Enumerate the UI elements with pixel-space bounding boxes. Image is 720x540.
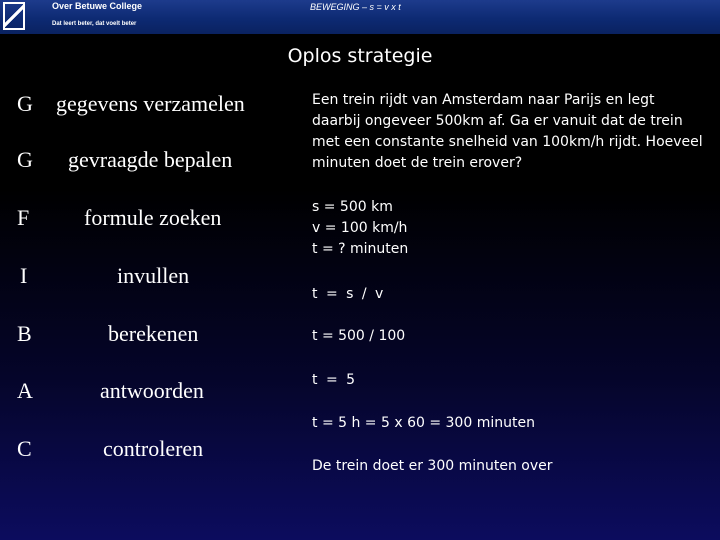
header-banner xyxy=(0,0,720,34)
step-label: invullen xyxy=(117,263,190,288)
brand-name: Over Betuwe College xyxy=(52,1,143,11)
step-letter: I xyxy=(20,263,28,288)
formula-text: t = s / v xyxy=(312,286,386,302)
answer-text: De trein doet er 300 minuten over xyxy=(312,458,553,474)
topic-title: BEWEGING – s = v x t xyxy=(310,2,401,12)
step-letter: G xyxy=(17,147,33,172)
college-logo xyxy=(3,2,25,30)
slide-title: Oplos strategie xyxy=(287,45,433,67)
substitution-text: t = 500 / 100 xyxy=(312,328,406,344)
asked-time: t = ? minuten xyxy=(312,241,409,257)
calculation-text: t = 5 xyxy=(312,372,358,388)
given-distance: s = 500 km xyxy=(312,199,393,215)
step-letter: G xyxy=(17,91,33,116)
step-letter: B xyxy=(17,321,32,346)
problem-text: Een trein rijdt van Amsterdam naar Parijs en legt daarbij ongeveer 500km af. Ga er vanuit dat de trein met een constante snelheid van 100km/h rijdt. Hoeveel minuten doet de trein erover? xyxy=(312,92,703,171)
step-letter: A xyxy=(17,378,33,403)
brand-tagline: Dat leert beter, dat voelt beter xyxy=(52,21,137,27)
given-speed: v = 100 km/h xyxy=(312,220,408,236)
step-label: controleren xyxy=(103,436,204,461)
step-letter: F xyxy=(17,205,30,230)
step-letter: C xyxy=(17,436,32,461)
step-label: gegevens verzamelen xyxy=(56,91,245,116)
step-label: formule zoeken xyxy=(84,205,222,230)
step-label: antwoorden xyxy=(100,378,204,403)
step-label: gevraagde bepalen xyxy=(68,147,233,172)
conversion-text: t = 5 h = 5 x 60 = 300 minuten xyxy=(312,415,535,431)
step-label: berekenen xyxy=(108,321,199,346)
